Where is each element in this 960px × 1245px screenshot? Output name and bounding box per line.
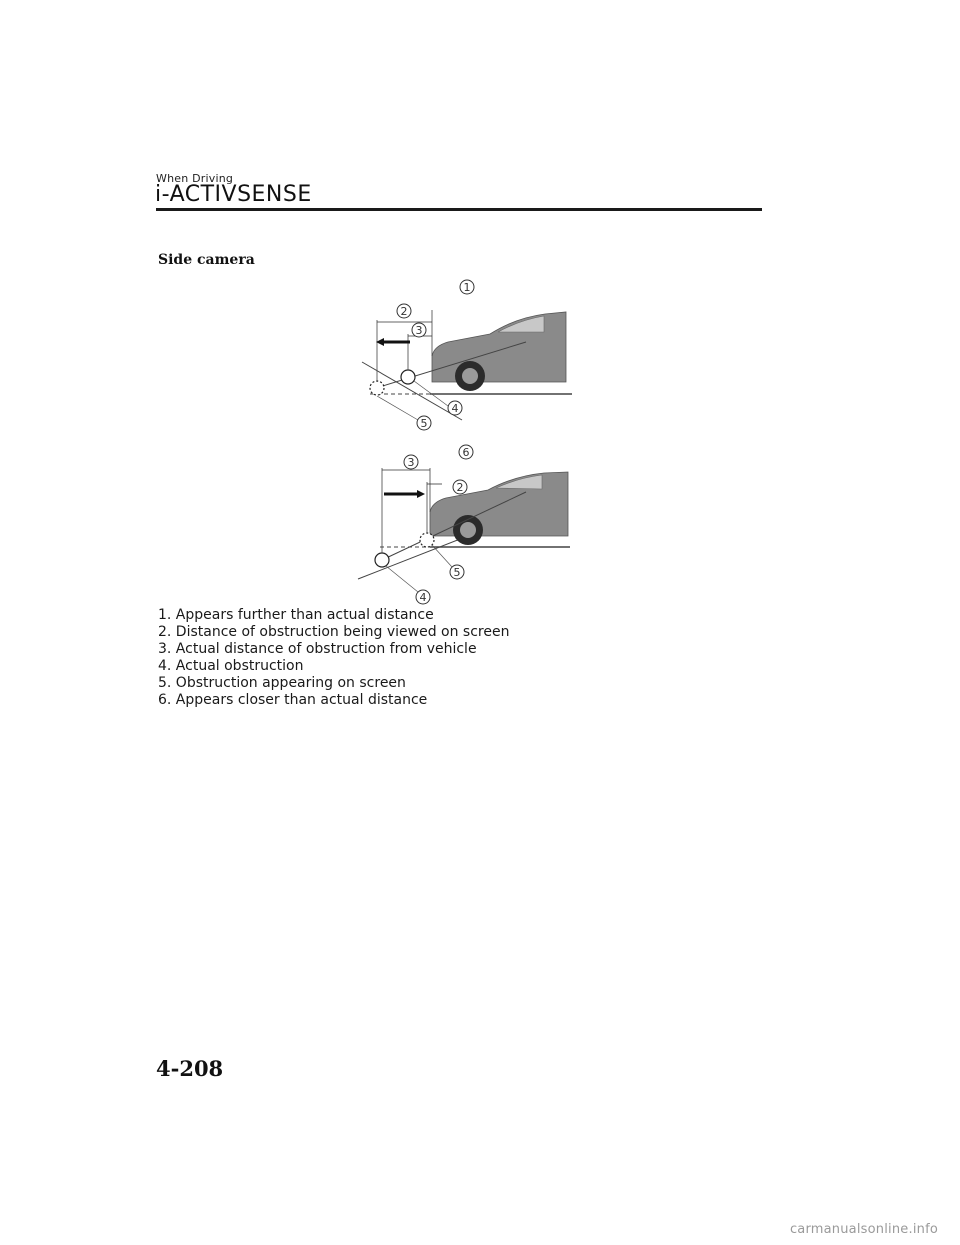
legend-item: 3. Actual distance of obstruction from vehicle <box>158 641 477 657</box>
section-heading: Side camera <box>158 252 255 268</box>
callout-4-text: 4 <box>419 591 427 604</box>
leader-line <box>386 566 418 592</box>
callout-5-text: 5 <box>453 566 461 579</box>
car-window <box>498 316 544 332</box>
callout-6-text: 6 <box>462 446 470 459</box>
leader-line <box>377 396 418 420</box>
callout-2-text: 2 <box>400 305 408 318</box>
car-window <box>496 475 542 489</box>
callout-3-text: 3 <box>407 456 415 469</box>
leader-line <box>432 545 452 567</box>
legend-item: 5. Obstruction appearing on screen <box>158 675 406 691</box>
callout-5-text: 5 <box>420 417 428 430</box>
car-wheel-hub <box>460 522 476 538</box>
diagram-legend <box>158 607 509 709</box>
actual-obstruction <box>401 370 415 384</box>
callout-2 <box>453 480 467 494</box>
screen-obstruction <box>420 533 434 547</box>
callout-5 <box>450 565 464 579</box>
callout-3-text: 3 <box>415 324 423 337</box>
car-wheel-hub <box>462 368 478 384</box>
callout-4-text: 4 <box>451 402 459 415</box>
side-camera-diagram <box>330 270 590 610</box>
closer-arrow-head <box>417 490 425 498</box>
car-body <box>432 312 566 382</box>
page-number: 4-208 <box>156 1056 224 1081</box>
screen-obstruction <box>370 381 384 395</box>
actual-obstruction <box>375 553 389 567</box>
header-divider <box>156 208 762 211</box>
callout-2-text: 2 <box>456 481 464 494</box>
callout-6 <box>459 445 473 459</box>
callout-4 <box>416 590 430 604</box>
header-section-label: When Driving <box>156 172 234 185</box>
car-body <box>430 472 568 536</box>
callout-3 <box>412 323 426 337</box>
diagram-appears-further <box>362 280 572 430</box>
legend-item: 4. Actual obstruction <box>158 658 304 674</box>
page-header-title: i-ACTIVSENSE <box>155 182 312 207</box>
legend-item: 1. Appears further than actual distance <box>158 607 434 623</box>
callout-1 <box>460 280 474 294</box>
callout-5 <box>417 416 431 430</box>
diagram-appears-closer <box>358 445 570 604</box>
callout-1-text: 1 <box>463 281 471 294</box>
callout-3 <box>404 455 418 469</box>
callout-2 <box>397 304 411 318</box>
legend-item: 6. Appears closer than actual distance <box>158 692 428 708</box>
watermark-link[interactable]: carmanualsonline.info <box>789 1222 938 1237</box>
legend-item: 2. Distance of obstruction being viewed on screen <box>158 624 510 640</box>
callout-4 <box>448 401 462 415</box>
